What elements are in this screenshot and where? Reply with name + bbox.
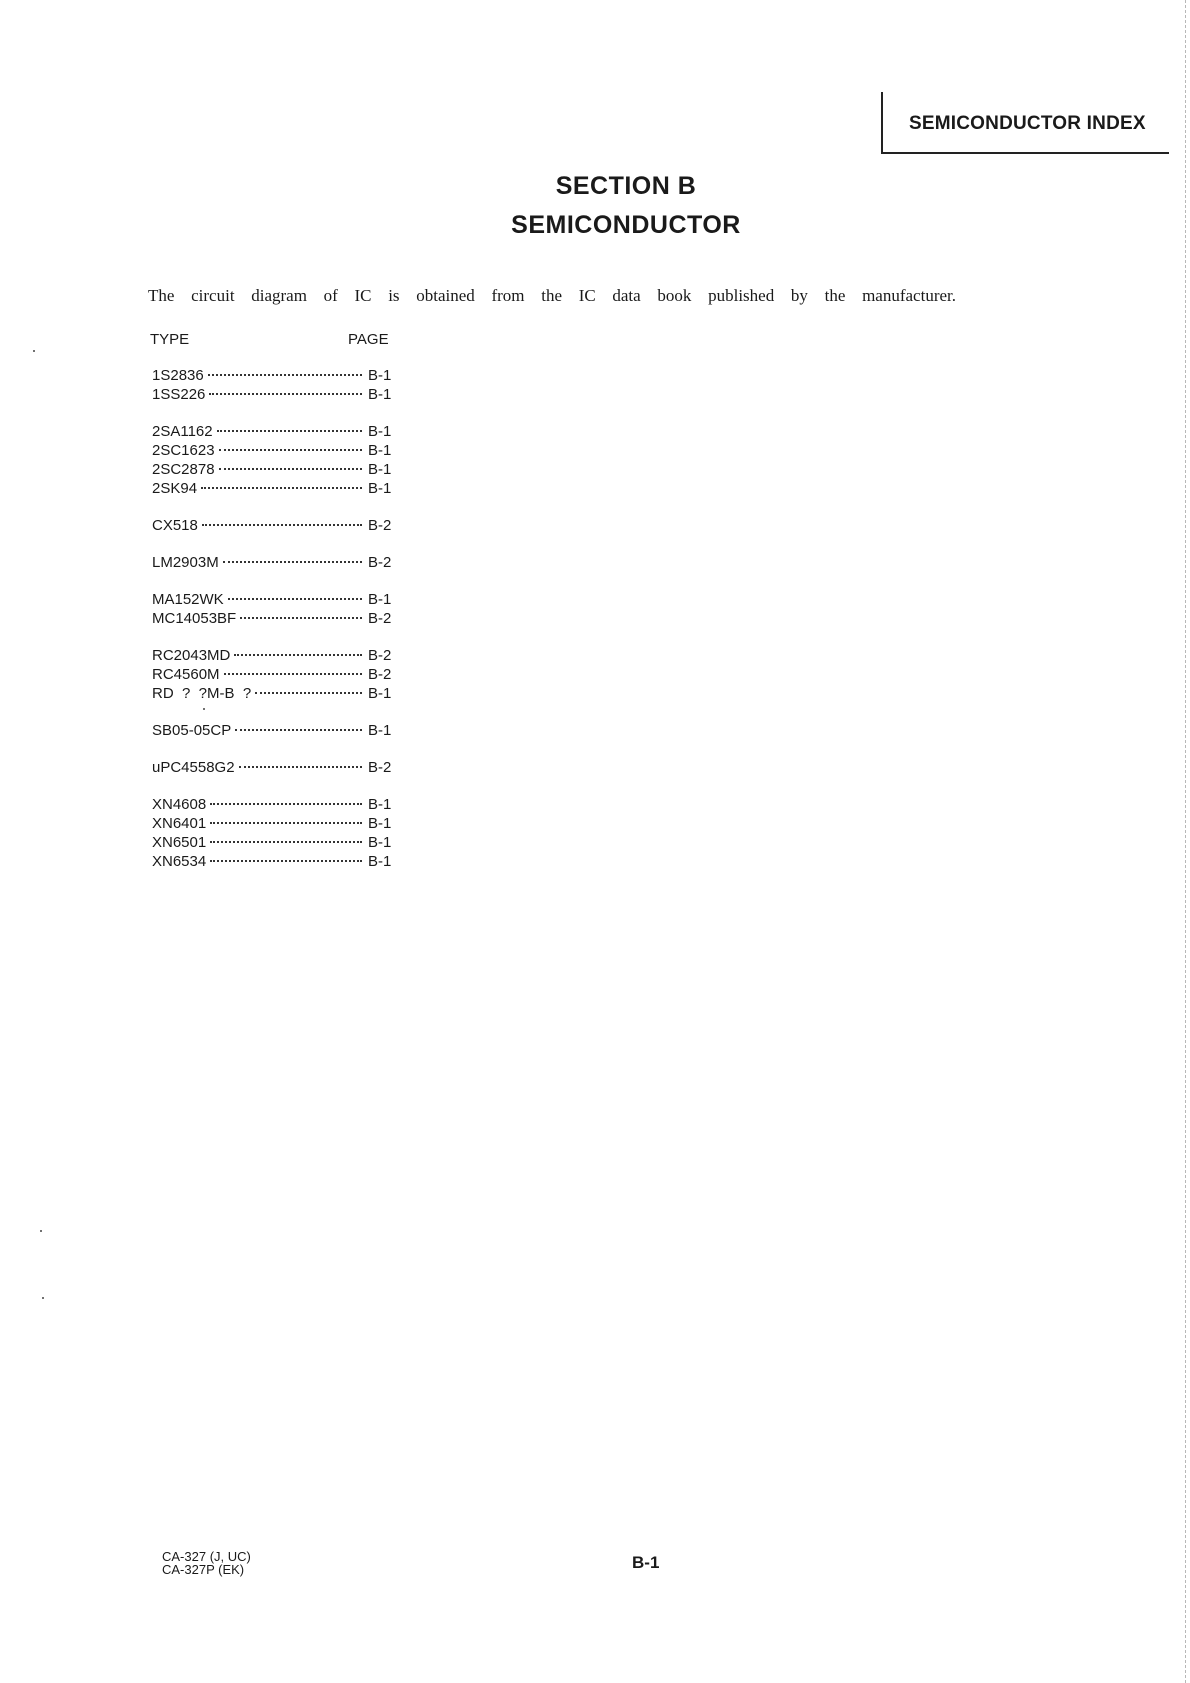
part-type: CX518	[152, 517, 198, 534]
part-page: B-1	[368, 367, 392, 384]
part-page: B-1	[368, 423, 392, 440]
index-row	[152, 665, 392, 684]
index-group	[152, 590, 392, 628]
index-group	[152, 366, 392, 404]
dot-leader	[217, 430, 362, 432]
scan-speck	[33, 350, 35, 352]
index-row	[152, 385, 392, 404]
part-type: XN6501	[152, 834, 207, 851]
section-subtitle: SEMICONDUCTOR	[511, 211, 741, 239]
part-type: MA152WK	[152, 591, 224, 608]
index-row	[152, 814, 392, 833]
part-type: RD ? ?M-B ?	[152, 685, 252, 702]
footer-model	[162, 1550, 251, 1576]
part-type: XN6401	[152, 815, 207, 832]
dot-leader	[219, 449, 362, 451]
part-page: B-1	[368, 591, 392, 608]
index-row	[152, 366, 392, 385]
part-page: B-1	[368, 722, 392, 739]
scan-speck	[40, 1230, 42, 1232]
dot-leader	[223, 561, 362, 563]
part-page: B-1	[368, 834, 392, 851]
index-row	[152, 460, 392, 479]
semiconductor-index-list	[152, 366, 392, 889]
part-type: uPC4558G2	[152, 759, 235, 776]
part-type: 2SK94	[152, 480, 198, 497]
dot-leader	[201, 487, 362, 489]
part-page: B-1	[368, 386, 392, 403]
footer-model-line2: CA-327P (EK)	[162, 1562, 245, 1577]
part-page: B-2	[368, 666, 392, 683]
page-edge	[1185, 0, 1190, 1683]
index-row	[152, 441, 392, 460]
scan-speck	[42, 1297, 44, 1299]
part-page: B-2	[368, 610, 392, 627]
index-row	[152, 516, 392, 535]
dot-leader	[235, 729, 362, 731]
index-row	[152, 721, 392, 740]
part-page: B-2	[368, 759, 392, 776]
dot-leader	[219, 468, 362, 470]
index-row	[152, 553, 392, 572]
part-page: B-2	[368, 647, 392, 664]
dot-leader	[228, 598, 362, 600]
part-type: RC2043MD	[152, 647, 231, 664]
index-row	[152, 609, 392, 628]
index-group	[152, 646, 392, 703]
index-group	[152, 422, 392, 498]
part-type: 2SC1623	[152, 442, 215, 459]
index-row	[152, 646, 392, 665]
dot-leader	[224, 673, 362, 675]
part-type: 2SC2878	[152, 461, 215, 478]
scan-speck	[203, 708, 205, 710]
dot-leader	[210, 803, 362, 805]
index-row	[152, 833, 392, 852]
index-row	[152, 422, 392, 441]
section-tab-label: SEMICONDUCTOR INDEX	[909, 113, 1146, 134]
index-group	[152, 721, 392, 740]
dot-leader	[240, 617, 362, 619]
part-page: B-1	[368, 685, 392, 702]
part-type: MC14053BF	[152, 610, 237, 627]
index-group	[152, 795, 392, 871]
part-type: LM2903M	[152, 554, 219, 571]
part-page: B-1	[368, 461, 392, 478]
footer-model-line1: CA-327 (J, UC)	[162, 1549, 251, 1564]
part-page: B-2	[368, 517, 392, 534]
part-type: XN6534	[152, 853, 207, 870]
dot-leader	[239, 766, 362, 768]
part-type: RC4560M	[152, 666, 220, 683]
part-type: 1S2836	[152, 367, 204, 384]
index-row	[152, 590, 392, 609]
index-row	[152, 795, 392, 814]
dot-leader	[202, 524, 362, 526]
dot-leader	[209, 393, 362, 395]
dot-leader	[234, 654, 362, 656]
part-type: XN4608	[152, 796, 207, 813]
column-header-page: PAGE	[348, 331, 389, 348]
part-page: B-1	[368, 796, 392, 813]
dot-leader	[255, 692, 362, 694]
index-row	[152, 852, 392, 871]
index-group	[152, 553, 392, 572]
dot-leader	[210, 822, 362, 824]
part-type: 2SA1162	[152, 423, 213, 440]
part-page: B-1	[368, 480, 392, 497]
index-row	[152, 684, 392, 703]
part-page: B-1	[368, 815, 392, 832]
column-header-type: TYPE	[150, 331, 190, 348]
index-group	[152, 758, 392, 777]
part-page: B-1	[368, 853, 392, 870]
section-tab	[881, 92, 1169, 154]
footer-page-number: B-1	[632, 1553, 660, 1572]
dot-leader	[210, 860, 362, 862]
dot-leader	[210, 841, 362, 843]
index-row	[152, 479, 392, 498]
dot-leader	[208, 374, 362, 376]
part-page: B-2	[368, 554, 392, 571]
section-title: SECTION B	[555, 172, 697, 200]
index-row	[152, 758, 392, 777]
index-group	[152, 516, 392, 535]
part-type: 1SS226	[152, 386, 206, 403]
part-type: SB05-05CP	[152, 722, 232, 739]
part-page: B-1	[368, 442, 392, 459]
intro-text: The circuit diagram of IC is obtained from the IC data book published by the manufacturer.	[148, 286, 956, 305]
